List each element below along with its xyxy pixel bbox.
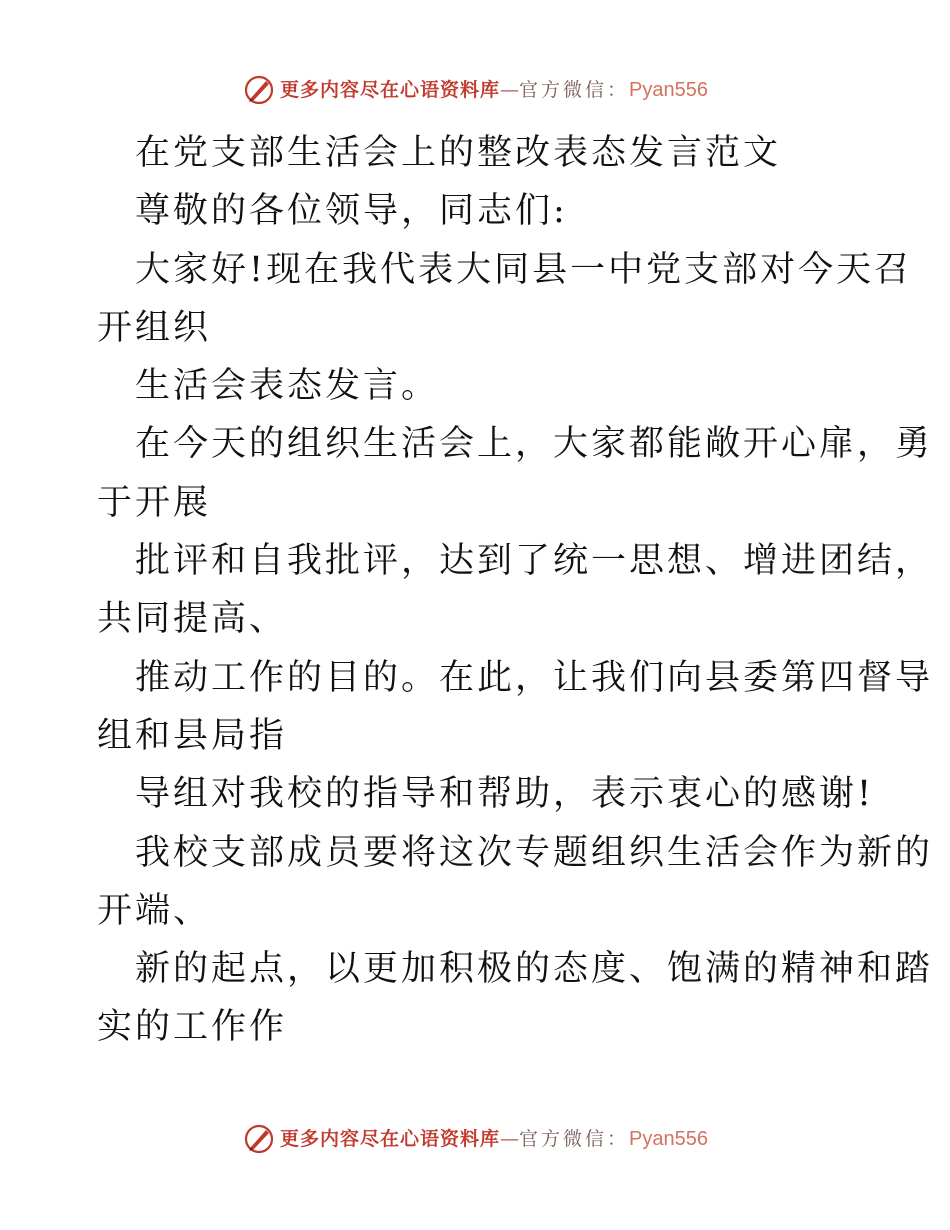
text-line: 于开展 (97, 482, 212, 523)
text-line: 实的工作作 (97, 1007, 288, 1048)
watermark-wechat-id: Pyan556 (629, 1128, 708, 1150)
text-line: 导组对我校的指导和帮助，表示衷心的感谢! (135, 774, 875, 815)
watermark-dash: — (500, 79, 520, 101)
document-title: 在党支部生活会上的整改表态发言范文 (135, 133, 782, 173)
text-line: 组和县局指 (97, 715, 288, 756)
text-line: 大家好!现在我代表大同县一中党支部对今天召 (135, 249, 913, 290)
header-watermark (0, 70, 950, 110)
quill-logo-icon (242, 1122, 276, 1156)
watermark-main-text: 更多内容尽在心语资料库 (280, 79, 501, 101)
text-line: 共同提高、 (97, 599, 288, 640)
document-body (97, 124, 934, 1057)
watermark-main-text: 更多内容尽在心语资料库 (280, 1128, 501, 1150)
text-line: 开端、 (97, 890, 212, 931)
footer-watermark (0, 1119, 950, 1159)
text-line: 我校支部成员要将这次专题组织生活会作为新的 (135, 832, 934, 873)
watermark-wechat-label: 官方微信： (519, 79, 630, 101)
text-line: 开组织 (97, 307, 212, 348)
watermark-dash: — (500, 1128, 520, 1150)
salutation: 尊敬的各位领导，同志们: (135, 191, 568, 232)
text-line: 新的起点，以更加积极的态度、饱满的精神和踏 (135, 949, 934, 990)
watermark-wechat-label: 官方微信： (519, 1128, 630, 1150)
text-line: 推动工作的目的。在此，让我们向县委第四督导 (135, 657, 934, 698)
quill-logo-icon (242, 73, 276, 107)
watermark-wechat-id: Pyan556 (629, 79, 708, 101)
text-line: 在今天的组织生活会上，大家都能敞开心扉，勇 (135, 424, 934, 465)
text-line: 生活会表态发言。 (135, 366, 440, 407)
text-line: 批评和自我批评，达到了统一思想、增进团结， (135, 541, 934, 582)
